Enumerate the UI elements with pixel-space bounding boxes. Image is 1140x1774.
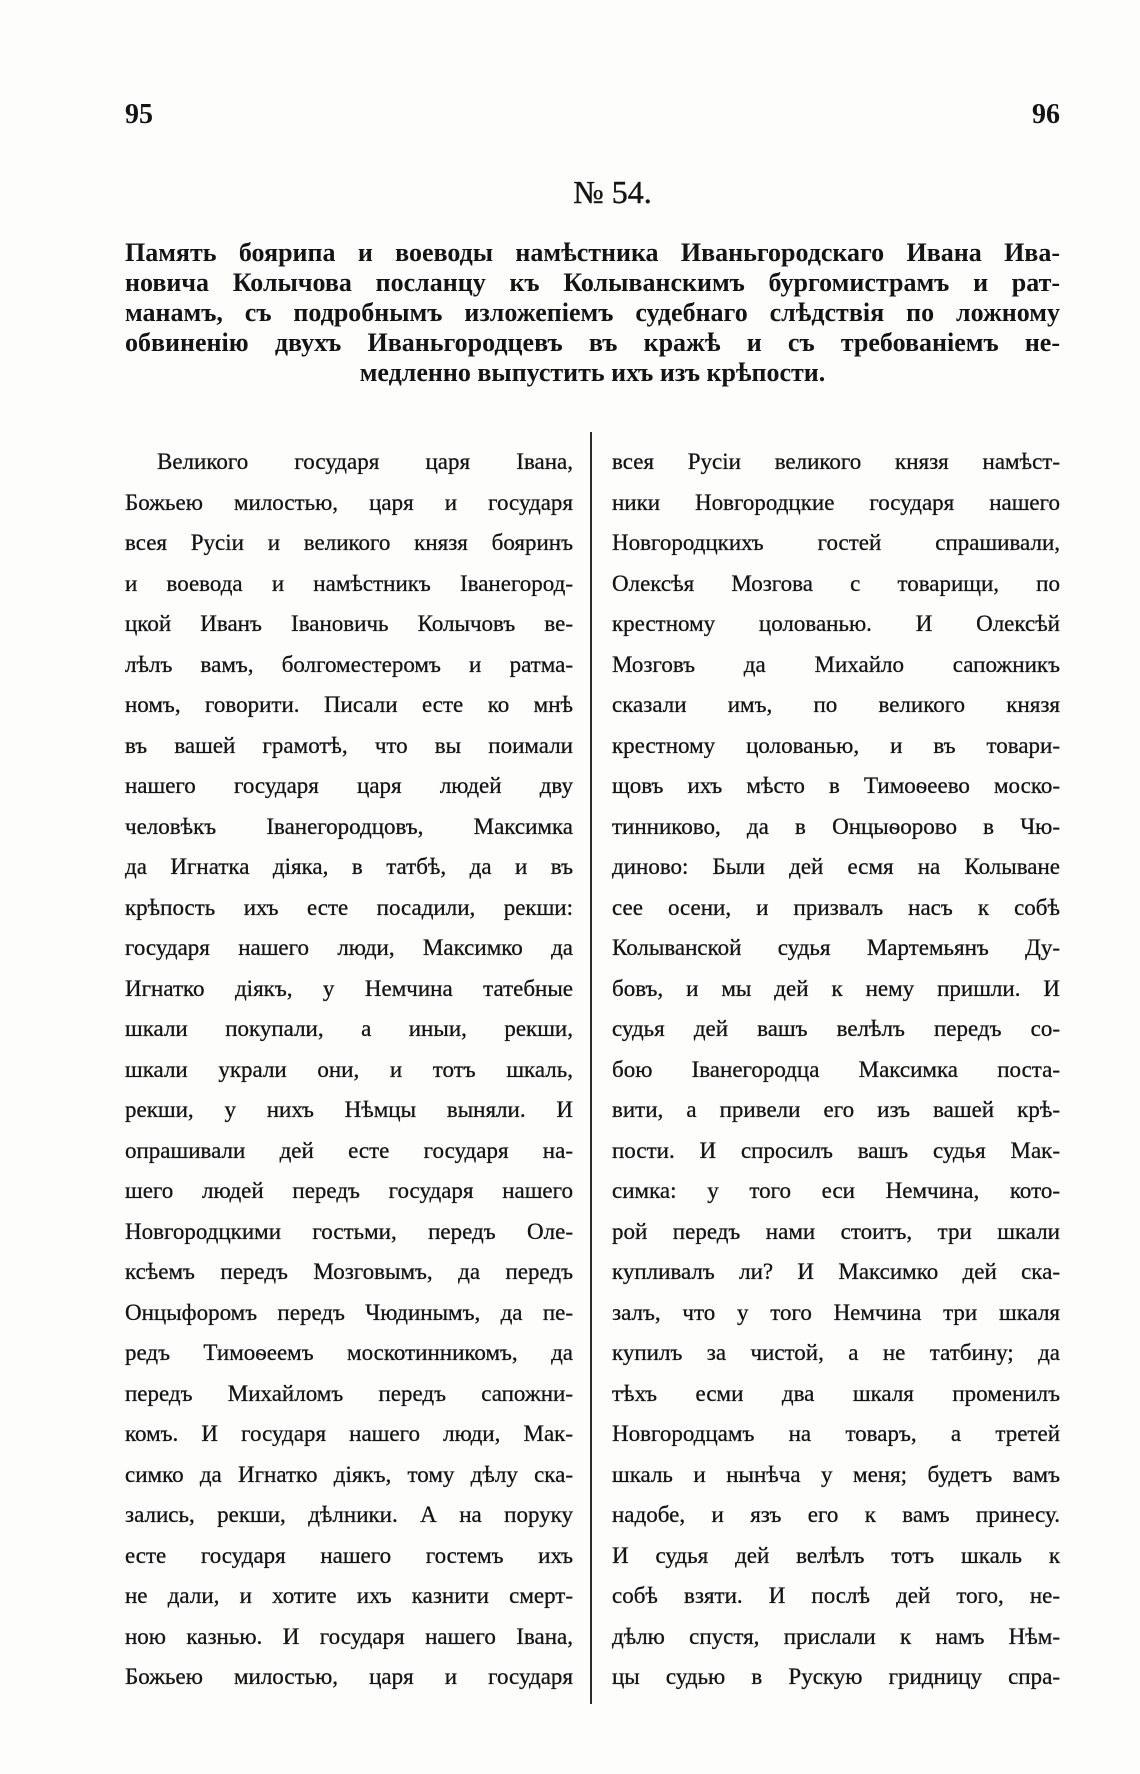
- text-line: Новгородцамъ на товаръ, а третей: [612, 1421, 1060, 1446]
- text-line: да Игнатка діяка, в татбѣ, да и въ: [125, 854, 573, 879]
- text-line: рой передъ нами стоитъ, три шкали: [612, 1218, 1060, 1244]
- text-line: Божьею милостью, царя и государя: [125, 1664, 573, 1689]
- text-line: сее осени, и призвалъ насъ к собѣ: [612, 894, 1060, 920]
- text-line: Игнатко діякъ, у Немчина татебные: [125, 975, 573, 1001]
- text-line: ники Новгородцкие государя нашего: [612, 489, 1060, 515]
- text-line: сказали имъ, по великого князя: [612, 692, 1060, 717]
- text-line: пости. И спросилъ вашъ судья Мак-: [612, 1137, 1060, 1163]
- text-line: рекши, у нихъ Нѣмцы выняли. И: [125, 1097, 573, 1122]
- text-line: и воевода и намѣстникъ Іванегород-: [125, 570, 573, 596]
- heading-line: медленно выпустить ихъ изъ крѣпости.: [359, 358, 826, 387]
- text-line: Новгородцкими гостьми, передъ Оле-: [125, 1218, 573, 1244]
- text-line: щовъ ихъ мѣсто в Тимоѳеево моско-: [612, 773, 1060, 798]
- text-line: человѣкъ Іванегородцовъ, Максимка: [125, 813, 573, 839]
- text-line: цкой Иванъ Івановичь Колычовъ ве-: [125, 611, 573, 636]
- text-line: надобе, и язъ его к вамъ принесу.: [612, 1502, 1060, 1527]
- text-line: собѣ взяти. И послѣ дей того, не-: [612, 1583, 1060, 1608]
- text-line: Божьею милостью, царя и государя: [125, 489, 573, 515]
- text-line: Мозговъ да Михайло сапожникъ: [612, 651, 1060, 677]
- text-line: государя нашего люди, Максимко да: [125, 935, 573, 960]
- text-line: Онцыфоромъ передъ Чюдинымъ, да пе-: [125, 1299, 573, 1325]
- text-line: шкаль и нынѣча у меня; будетъ вамъ: [612, 1461, 1060, 1487]
- text-line: бою Іванегородца Максимка поста-: [612, 1056, 1060, 1082]
- left-column: [125, 442, 573, 1702]
- text-line: тинниково, да в Онцыѳорово в Чю-: [612, 813, 1060, 839]
- text-line: цы судью в Рускую гридницу спра-: [612, 1664, 1060, 1689]
- text-line: симка: у того еси Немчина, кото-: [612, 1178, 1060, 1203]
- heading-line: новича Колычова посланцу къ Колыванскимъ бургомистрамъ и рат-: [125, 268, 1060, 297]
- text-line: не дали, и хотите ихъ казнити смерт-: [125, 1583, 573, 1608]
- text-line: номъ, говорити. Писали есте ко мнѣ: [125, 692, 573, 717]
- text-line: лѣлъ вамъ, болгоместеромъ и ратма-: [125, 651, 573, 677]
- text-line: крестному цолованью. И Олексѣй: [612, 611, 1060, 636]
- document-heading: [125, 238, 1060, 388]
- text-line: залъ, что у того Немчина три шкаля: [612, 1299, 1060, 1325]
- text-line: зались, рекши, дѣлники. А на поруку: [125, 1502, 573, 1527]
- text-line: шкали украли они, и тотъ шкаль,: [125, 1056, 573, 1082]
- text-line: Великого государя царя Івана,: [157, 449, 573, 474]
- text-line: всея Русіи и великого князя бояринъ: [125, 530, 573, 555]
- text-line: передъ Михайломъ передъ сапожни-: [125, 1380, 573, 1406]
- page-number-right: 96: [1032, 99, 1060, 130]
- right-column: [612, 442, 1060, 1702]
- text-line: Новгородцкихъ гостей спрашивали,: [612, 530, 1060, 555]
- text-line: всея Русіи великого князя намѣст-: [612, 449, 1060, 474]
- text-line: ксѣемъ передъ Мозговымъ, да передъ: [125, 1259, 573, 1284]
- text-line: нашего государя царя людей дву: [125, 773, 573, 798]
- text-line: купилъ за чистой, а не татбину; да: [612, 1340, 1060, 1365]
- text-line: шего людей передъ государя нашего: [125, 1178, 573, 1203]
- text-line: дѣлю спустя, прислали к намъ Нѣм-: [612, 1623, 1060, 1649]
- document-number: № 54.: [573, 174, 652, 210]
- column-divider: [590, 432, 592, 1704]
- text-line: купливалъ ли? И Максимко дей ска-: [612, 1259, 1060, 1284]
- text-line: симко да Игнатко діякъ, тому дѣлу ска-: [125, 1461, 573, 1487]
- heading-line: обвиненію двухъ Иваньгородцевъ въ кражѣ и съ требованіемъ не-: [125, 328, 1060, 357]
- text-line: редъ Тимоѳеемъ москотинникомъ, да: [125, 1340, 573, 1365]
- text-line: тѣхъ есми два шкаля променилъ: [612, 1380, 1060, 1406]
- heading-line: манамъ, съ подробнымъ изложепіемъ судебнаго слѣдствія по ложному: [125, 298, 1060, 327]
- text-line: Олексѣя Мозгова с товарищи, по: [612, 570, 1060, 596]
- text-line: бовъ, и мы дей к нему пришли. И: [612, 975, 1060, 1001]
- text-line: крѣпость ихъ есте посадили, рекши:: [125, 894, 573, 920]
- text-line: судья дей вашъ велѣлъ передъ со-: [612, 1016, 1060, 1041]
- heading-line: Память боярипа и воеводы намѣстника Иваньгородскаго Ивана Ива-: [125, 238, 1060, 267]
- text-line: вити, а привели его изъ вашей крѣ-: [612, 1097, 1060, 1122]
- text-line: диново: Были дей есмя на Колыване: [612, 854, 1060, 879]
- text-line: шкали покупали, а иныи, рекши,: [125, 1016, 573, 1041]
- text-line: ною казнью. И государя нашего Івана,: [125, 1623, 573, 1649]
- text-line: есте государя нашего гостемъ ихъ: [125, 1542, 573, 1568]
- text-line: опрашивали дей есте государя на-: [125, 1137, 573, 1163]
- text-line: И судья дей велѣлъ тотъ шкаль к: [612, 1542, 1060, 1568]
- text-line: крестному цолованью, и въ товари-: [612, 732, 1060, 758]
- text-line: комъ. И государя нашего люди, Мак-: [125, 1421, 573, 1446]
- page-number-left: 95: [125, 99, 153, 130]
- text-line: въ вашей грамотѣ, что вы поимали: [125, 732, 573, 758]
- text-line: Колыванской судья Мартемьянъ Ду-: [612, 935, 1060, 960]
